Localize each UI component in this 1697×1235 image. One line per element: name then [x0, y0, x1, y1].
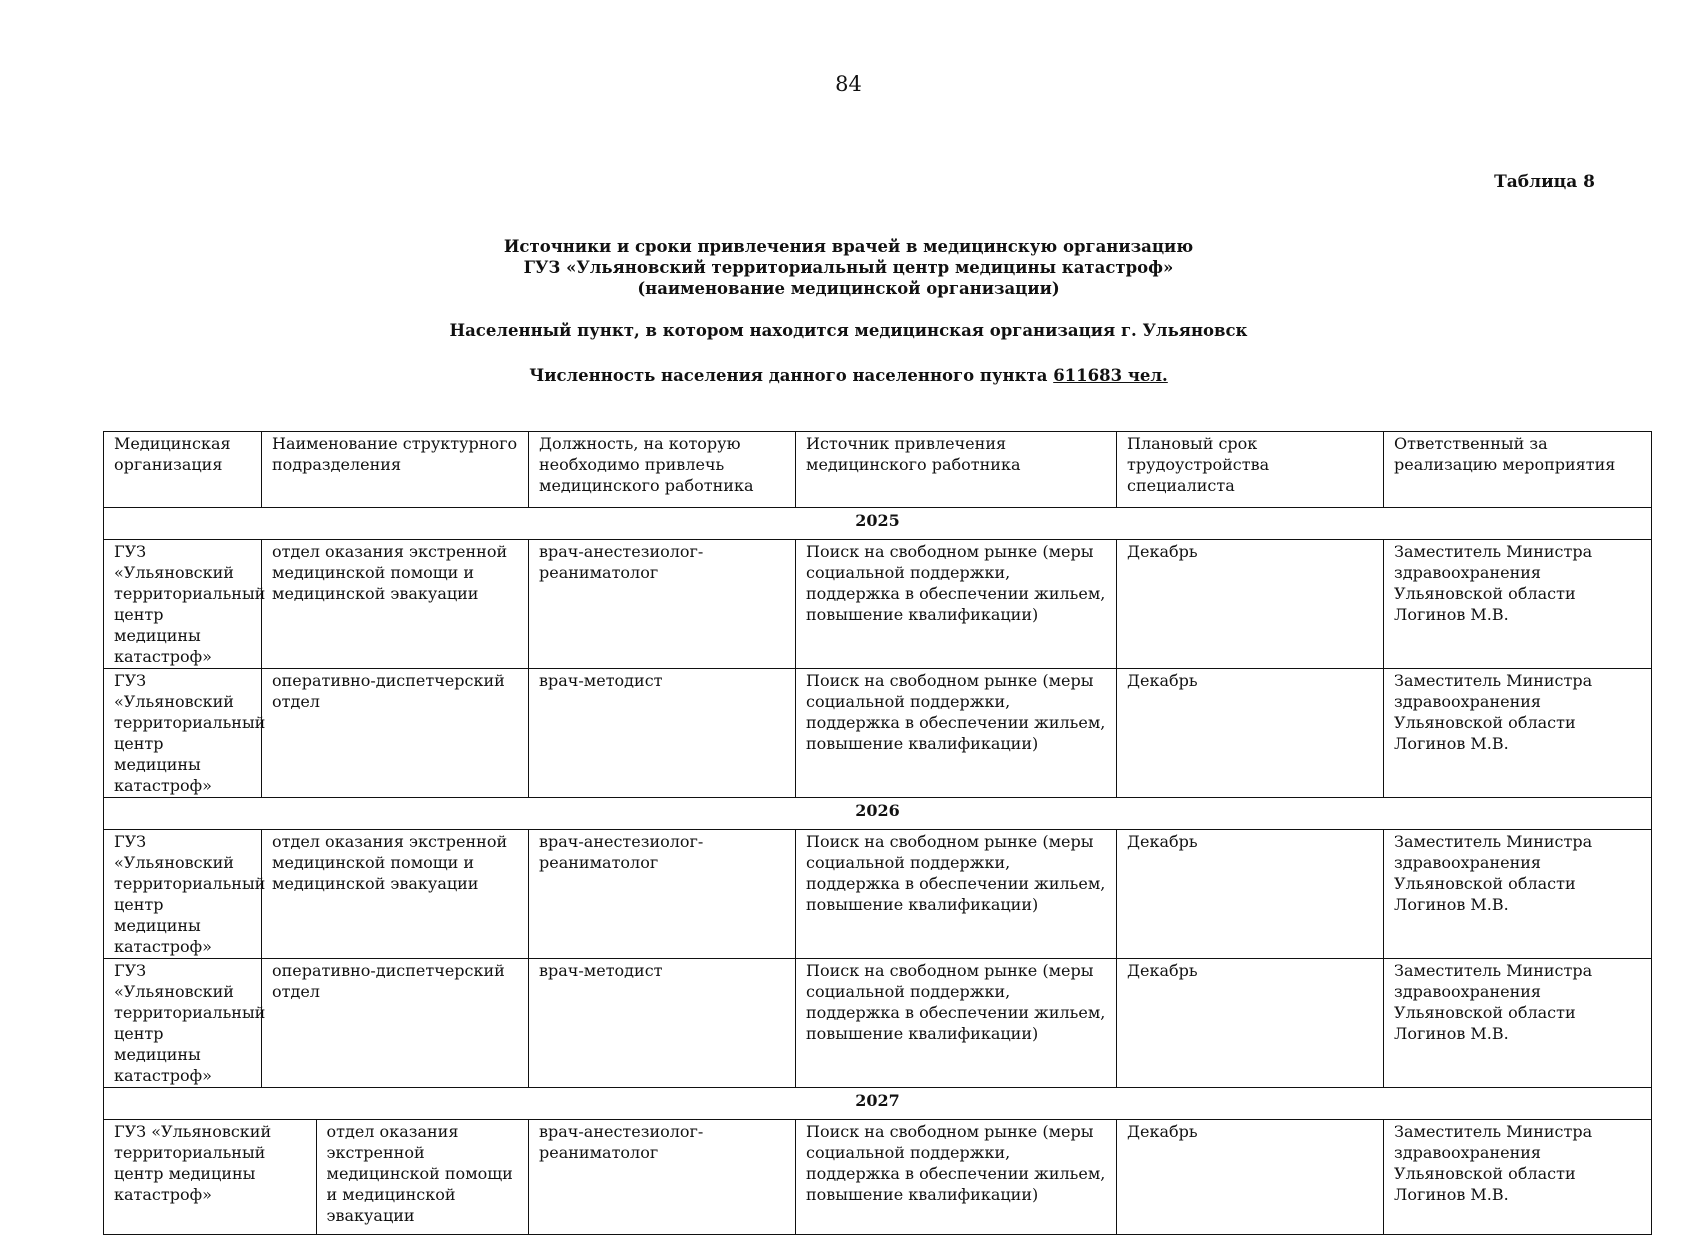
cell-unit: отдел оказания экстренной медицинской помощи и медицинской эвакуации [262, 540, 529, 669]
cell-position: врач-анестезиолог- реаниматолог [529, 540, 796, 669]
population-value: 611683 чел. [1053, 366, 1168, 385]
table-row [104, 830, 1652, 959]
table-row [104, 540, 1652, 669]
year-label: 2027 [104, 1088, 1652, 1120]
cell-unit: оперативно-диспетчерский отдел [262, 959, 529, 1088]
header-source: Источник привлечения медицинского работника [796, 432, 1117, 508]
cell-term: Декабрь [1117, 959, 1384, 1088]
cell-term: Декабрь [1117, 540, 1384, 669]
header-organization: Медицинская организация [104, 432, 262, 508]
cell-position: врач-анестезиолог- реаниматолог [529, 1120, 796, 1235]
cell-source: Поиск на свободном рынке (меры социальной поддержки, поддержка в обеспечении жильем, повышение квалификации) [796, 959, 1117, 1088]
cell-source: Поиск на свободном рынке (меры социальной поддержки, поддержка в обеспечении жильем, повышение квалификации) [796, 1120, 1117, 1235]
table-row [104, 959, 1652, 1088]
cell-responsible: Заместитель Министра здравоохранения Ульяновской области Логинов М.В. [1384, 830, 1652, 959]
cell-source: Поиск на свободном рынке (меры социальной поддержки, поддержка в обеспечении жильем, повышение квалификации) [796, 669, 1117, 798]
cell-source: Поиск на свободном рынке (меры социальной поддержки, поддержка в обеспечении жильем, повышение квалификации) [796, 540, 1117, 669]
cell-organization: ГУЗ «Ульяновский территориальный центр медицины катастроф» [114, 1122, 272, 1204]
population-label: Численность населения данного населенного пункта [529, 366, 1054, 385]
table-header-row [104, 432, 1652, 508]
header-unit: Наименование структурного подразделения [262, 432, 529, 508]
cell-responsible: Заместитель Министра здравоохранения Ульяновской области Логинов М.В. [1384, 959, 1652, 1088]
table-label: Таблица 8 [1494, 172, 1595, 192]
header-responsible: Ответственный за реализацию мероприятия [1384, 432, 1652, 508]
table-row [104, 669, 1652, 798]
year-row [104, 508, 1652, 540]
title-line-3: (наименование медицинской организации) [637, 279, 1060, 298]
split-cell-layout [104, 1120, 528, 1234]
cell-unit: оперативно-диспетчерский отдел [262, 669, 529, 798]
cell-position: врач-методист [529, 959, 796, 1088]
document-title [0, 236, 1697, 299]
header-term: Плановый срок трудоустройства специалиста [1117, 432, 1384, 508]
cell-organization: ГУЗ «Ульяновский территориальный центр медицины катастроф» [104, 669, 262, 798]
year-label: 2026 [104, 798, 1652, 830]
page-number: 84 [835, 72, 862, 96]
title-line-2: ГУЗ «Ульяновский территориальный центр медицины катастроф» [523, 258, 1174, 277]
cell-unit: отдел оказания экстренной медицинской помощи и медицинской эвакуации [316, 1120, 528, 1234]
year-label: 2025 [104, 508, 1652, 540]
cell-term: Декабрь [1117, 1120, 1384, 1235]
cell-source: Поиск на свободном рынке (меры социальной поддержки, поддержка в обеспечении жильем, повышение квалификации) [796, 830, 1117, 959]
header-position: Должность, на которую необходимо привлечь медицинского работника [529, 432, 796, 508]
year-row [104, 798, 1652, 830]
cell-position: врач-анестезиолог- реаниматолог [529, 830, 796, 959]
recruitment-table [103, 431, 1652, 1235]
year-row [104, 1088, 1652, 1120]
cell-unit: отдел оказания экстренной медицинской помощи и медицинской эвакуации [262, 830, 529, 959]
cell-position: врач-методист [529, 669, 796, 798]
population-line [0, 366, 1697, 385]
cell-responsible: Заместитель Министра здравоохранения Ульяновской области Логинов М.В. [1384, 540, 1652, 669]
cell-organization: ГУЗ «Ульяновский территориальный центр медицины катастроф» [104, 959, 262, 1088]
cell-org-unit-split [104, 1120, 529, 1235]
cell-responsible: Заместитель Министра здравоохранения Ульяновской области Логинов М.В. [1384, 1120, 1652, 1235]
cell-term: Декабрь [1117, 669, 1384, 798]
cell-organization: ГУЗ «Ульяновский территориальный центр медицины катастроф» [104, 830, 262, 959]
locality-line: Населенный пункт, в котором находится медицинская организация г. Ульяновск [449, 321, 1248, 340]
cell-organization: ГУЗ «Ульяновский территориальный центр медицины катастроф» [104, 540, 262, 669]
cell-term: Декабрь [1117, 830, 1384, 959]
table-row [104, 1120, 1652, 1235]
title-line-1: Источники и сроки привлечения врачей в медицинскую организацию [503, 237, 1194, 256]
cell-responsible: Заместитель Министра здравоохранения Ульяновской области Логинов М.В. [1384, 669, 1652, 798]
